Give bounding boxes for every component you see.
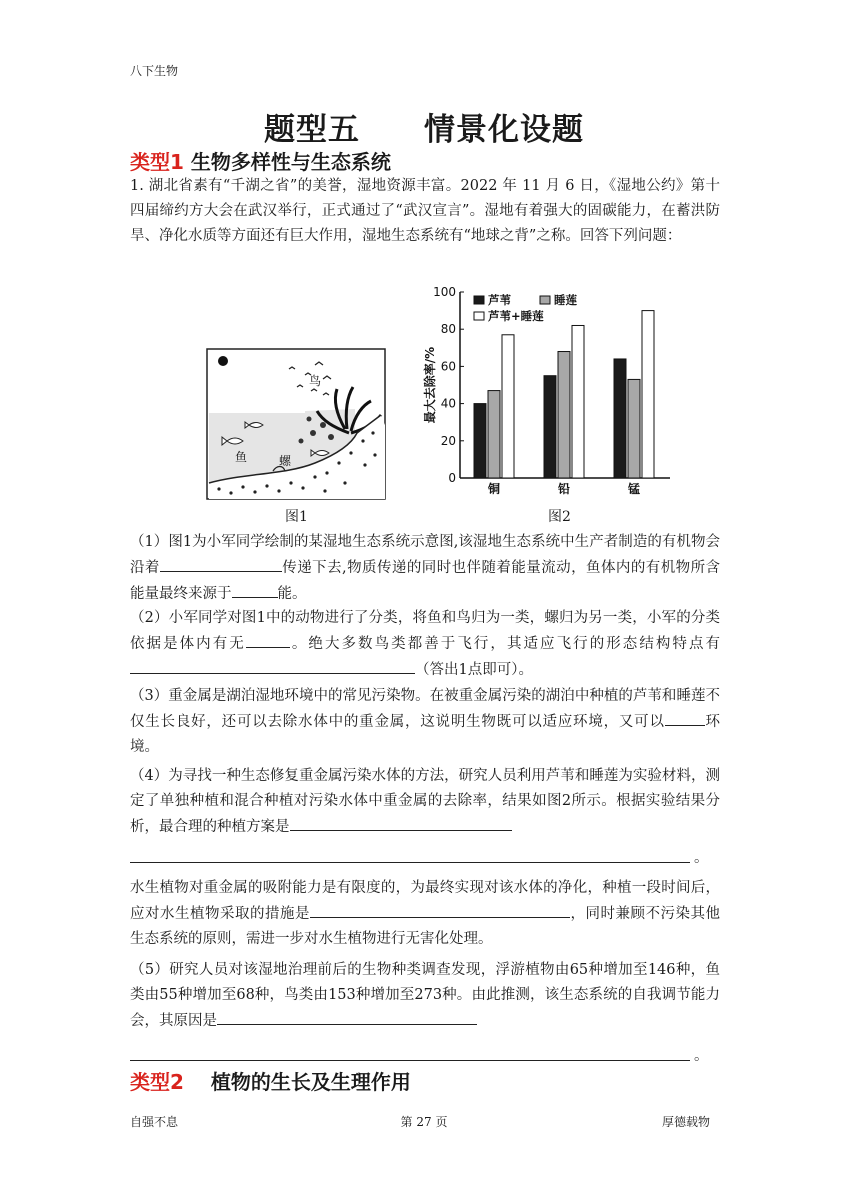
type1-name: 生物多样性与生态系统 (190, 150, 391, 174)
q4-blank-1[interactable] (290, 814, 512, 831)
legend-swatch (474, 296, 484, 304)
q3-blank-1[interactable] (665, 709, 705, 726)
q2-text-a: （2）小军同学对图1中的动物进行了分类，将鱼和鸟归为一类，螺归为另一类，小军的分类依据是体内有无 (130, 610, 720, 652)
q4-blank-2[interactable] (310, 901, 570, 918)
y-tick-label: 40 (440, 396, 456, 411)
y-tick-label: 100 (433, 285, 456, 299)
figure2-bar-chart (420, 280, 680, 510)
q4-text-c: ， (570, 906, 586, 922)
page-title: 题型五 情景化设题 (264, 112, 584, 148)
legend-label: 芦苇+睡莲 (488, 309, 544, 323)
q5-end-mark: 。 (694, 1048, 709, 1064)
footer-right: 厚德载物 (662, 1115, 711, 1129)
footer-left: 自强不息 (130, 1115, 179, 1129)
q4-blank-1-continuation[interactable] (130, 862, 690, 863)
figure2-caption: 图2 (548, 509, 571, 525)
bar-3 (642, 311, 654, 478)
q5-blank-1[interactable] (217, 1008, 477, 1025)
q1-text-a: （1）图1为小军同学绘制的某湿地生态系统示意图,该湿地生态系统中生产者制造的有机物会沿着 (130, 534, 720, 576)
x-tick-label: 锰 (627, 482, 641, 496)
bar-2 (488, 391, 500, 478)
q4-text-b: 水生植物对重金属的吸附能力是有限度的，为最终实现对该水体的净化，种植一段时间后，应对水生植物采取的措施是 (130, 880, 720, 922)
q1-text-b: 传递下去,物质传递的同时也伴随着能量流动，鱼体内的有机物所含能量最终来源于 (130, 560, 721, 602)
legend-label: 芦苇 (488, 293, 511, 307)
q1-text-c: 能。 (277, 586, 307, 602)
q4-text-a: （4）为寻找一种生态修复重金属污染水体的方法，研究人员利用芦苇和睡莲为实验材料，测定了单独种植和混合种植对污染水体中重金属的去除率，结果如图2所示。根据实验结果分析，最合理的种植方案是 (130, 768, 720, 835)
question-4-part-2 (130, 876, 720, 952)
y-tick-label: 80 (440, 322, 456, 337)
x-tick-label: 铜 (487, 482, 501, 496)
bar-2 (628, 379, 640, 478)
y-axis-label: 最大去除率/% (423, 346, 437, 424)
type1-prefix: 类型1 (130, 150, 184, 174)
legend-swatch (540, 296, 550, 304)
sun-icon (218, 356, 228, 366)
question-4 (130, 764, 720, 840)
q4-end-mark: 。 (694, 850, 709, 866)
y-tick-label: 20 (440, 433, 456, 448)
question-2 (130, 606, 720, 683)
q5-blank-1-continuation[interactable] (130, 1060, 690, 1061)
bar-1 (544, 376, 556, 478)
q4-text-d: 同时兼顾不污染其他生态系统的原则，需进一步对水生植物进行无害化处理。 (130, 906, 720, 947)
bar-1 (474, 404, 486, 478)
legend-swatch (474, 312, 484, 320)
y-tick-label: 0 (448, 471, 456, 485)
q2-text-c: （答出1点即可）。 (415, 662, 533, 678)
y-tick-label: 60 (440, 359, 456, 374)
question-3 (130, 684, 720, 760)
footer-page-number: 第 27 页 (400, 1115, 448, 1129)
question-5 (130, 958, 720, 1034)
header-left: 八下生物 (130, 64, 179, 78)
x-tick-label: 铅 (557, 482, 571, 496)
bar-2 (558, 352, 570, 478)
bar-3 (572, 325, 584, 478)
label-fish: 鱼 (235, 450, 248, 464)
type2-prefix: 类型2 (130, 1070, 184, 1094)
label-snail: 螺 (279, 454, 292, 468)
q2-blank-2[interactable] (130, 657, 415, 674)
q2-text-b: 。绝大多数鸟类都善于飞行，其适应飞行的形态结构特点有 (289, 636, 721, 652)
label-bird: 鸟 (309, 374, 322, 388)
figure1-wetland-diagram (205, 345, 390, 505)
question-intro: 1. 湖北省素有“千湖之省”的美誉，湿地资源丰富。2022 年 11 月 6 日，《湿地公约》第十四届缔约方大会在武汉举行，正式通过了“武汉宣言”。湿地有着强大的固碳能力，在蓄洪防旱、净化水质等方面还有巨大作用，湿地生态系统有“地球之背”之称。回答下列问题： (130, 178, 720, 244)
type2-name: 植物的生长及生理作用 (190, 1070, 411, 1094)
q3-text-b: 环境。 (130, 714, 720, 755)
legend-label: 睡莲 (554, 293, 577, 307)
section-heading-type2 (130, 1066, 411, 1095)
figure1-caption: 图1 (285, 509, 308, 525)
q5-text-a: （5）研究人员对该湿地治理前后的生物种类调查发现，浮游植物由65种增加至146种，鱼类由55种增加至68种，鸟类由153种增加至273种。由此推测，该生态系统的自我调节能力会，其原因是 (130, 962, 720, 1029)
q2-blank-1[interactable] (246, 631, 290, 648)
q1-blank-2[interactable] (232, 581, 278, 598)
bar-1 (614, 359, 626, 478)
bar-3 (502, 335, 514, 478)
section-heading-type1 (130, 146, 391, 175)
q3-text-a: （3）重金属是湖泊湿地环境中的常见污染物。在被重金属污染的湖泊中种植的芦苇和睡莲不仅生长良好，还可以去除水体中的重金属，这说明生物既可以适应环境，又可以 (130, 688, 720, 730)
question-1 (130, 530, 720, 607)
q1-blank-1[interactable] (160, 555, 282, 572)
